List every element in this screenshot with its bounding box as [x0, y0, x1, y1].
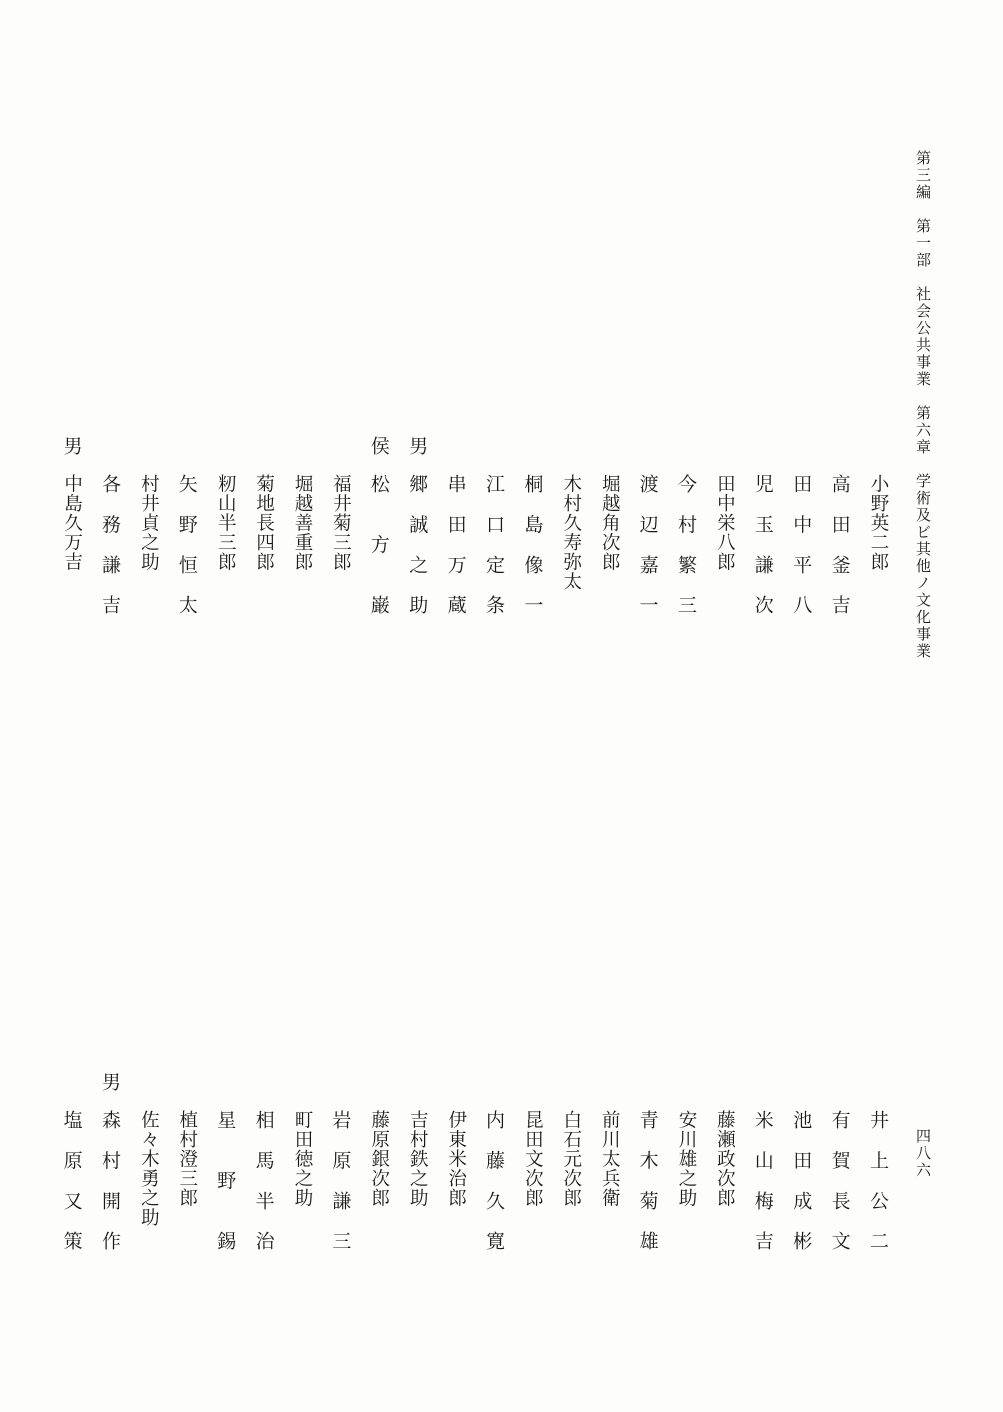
person-name: 井上公二 [867, 1110, 889, 1272]
name-column [399, 1072, 435, 1250]
name-column [514, 1072, 550, 1250]
person-name: 菊地長四郎 [253, 474, 275, 572]
person-name: 各務謙吉 [99, 474, 121, 636]
name-column [476, 436, 512, 636]
name-column [130, 436, 166, 614]
name-column [438, 436, 474, 636]
person-name: 内藤久寛 [483, 1110, 505, 1272]
person-name: 堀越角次郎 [599, 474, 621, 572]
person-name: 村井貞之助 [138, 474, 160, 572]
person-name: 田中平八 [790, 474, 813, 636]
name-column [553, 436, 589, 614]
person-name: 佐々木勇之助 [138, 1110, 160, 1227]
person-name: 田中栄八郎 [714, 474, 736, 572]
name-column [169, 1072, 205, 1250]
name-column [514, 436, 550, 636]
person-name: 伊東米治郎 [445, 1110, 467, 1208]
person-name: 星野錫 [214, 1110, 237, 1292]
name-column [92, 1072, 128, 1272]
name-column [591, 1072, 627, 1250]
person-name: 串田万蔵 [444, 474, 467, 636]
peerage-title: 男 [99, 1072, 121, 1091]
person-name: 有賀長文 [828, 1110, 851, 1272]
person-name: 相馬半治 [252, 1110, 275, 1272]
name-column [822, 436, 858, 636]
name-column [284, 1072, 320, 1250]
person-name: 桐島像一 [521, 474, 544, 636]
running-head: 第三編 第一部 社会公共事業 第六章 学術及ビ其他ノ文化事業 [914, 150, 932, 660]
person-name: 藤瀬政次郎 [714, 1110, 736, 1208]
name-column [706, 436, 742, 614]
peerage-title: 男 [60, 436, 83, 455]
name-column [207, 1072, 243, 1292]
name-column [284, 436, 320, 614]
name-column [591, 436, 627, 614]
person-name: 池田成彬 [790, 1110, 813, 1272]
peerage-title: 男 [406, 436, 429, 455]
name-column [246, 436, 282, 614]
name-column [438, 1072, 474, 1250]
person-name: 青木菊雄 [636, 1110, 659, 1272]
name-column [54, 436, 90, 614]
person-name: 松方巌 [367, 474, 390, 656]
name-column [706, 1072, 742, 1250]
name-column [130, 1072, 166, 1250]
name-column [92, 436, 128, 636]
name-column [668, 436, 704, 636]
name-column [783, 1072, 819, 1272]
name-column [361, 436, 397, 656]
person-name: 米山梅吉 [751, 1110, 774, 1272]
person-name: 塩原又策 [60, 1110, 83, 1272]
person-name: 堀越善重郎 [292, 474, 313, 572]
name-column [745, 436, 781, 636]
person-name: 小野英二郎 [868, 474, 889, 572]
name-column [745, 1072, 781, 1272]
name-column [207, 436, 243, 614]
person-name: 木村久寿弥太 [560, 474, 582, 591]
name-column [860, 1072, 896, 1272]
name-column [246, 1072, 282, 1272]
person-name: 町田徳之助 [292, 1110, 313, 1208]
person-name: 岩原謙三 [329, 1110, 352, 1272]
name-column [361, 1072, 397, 1250]
person-name: 藤原銀次郎 [368, 1110, 390, 1208]
person-name: 中島久万吉 [61, 474, 83, 572]
person-name: 高田釜吉 [828, 474, 851, 636]
person-name: 白石元次郎 [560, 1110, 582, 1208]
page-number: 四八六 [914, 1128, 932, 1179]
person-name: 昆田文次郎 [522, 1110, 544, 1208]
person-name: 今村繁三 [675, 474, 697, 636]
person-name: 吉村鉄之助 [407, 1110, 429, 1208]
person-name: 江口定条 [483, 474, 505, 636]
person-name: 前川太兵衛 [599, 1110, 621, 1208]
person-name: 渡辺嘉一 [636, 474, 659, 636]
name-column [476, 1072, 512, 1272]
name-column [322, 1072, 358, 1272]
person-name: 植村澄三郎 [176, 1110, 198, 1208]
name-column [630, 1072, 666, 1272]
name-column [322, 436, 358, 614]
person-name: 児玉謙次 [751, 474, 774, 636]
name-column [54, 1072, 90, 1272]
person-name: 安川雄之助 [676, 1110, 697, 1208]
person-name: 郷誠之助 [406, 474, 429, 636]
person-name: 森村開作 [99, 1110, 121, 1272]
name-column [783, 436, 819, 636]
name-column [630, 436, 666, 636]
name-column [553, 1072, 589, 1250]
peerage-title: 侯 [367, 436, 390, 455]
name-column [668, 1072, 704, 1250]
name-column [399, 436, 435, 636]
person-name: 矢野恒太 [175, 474, 198, 636]
name-column [169, 436, 205, 636]
name-column [860, 436, 896, 614]
person-name: 籾山半三郎 [215, 474, 237, 572]
person-name: 福井菊三郎 [330, 474, 352, 572]
name-column [822, 1072, 858, 1272]
